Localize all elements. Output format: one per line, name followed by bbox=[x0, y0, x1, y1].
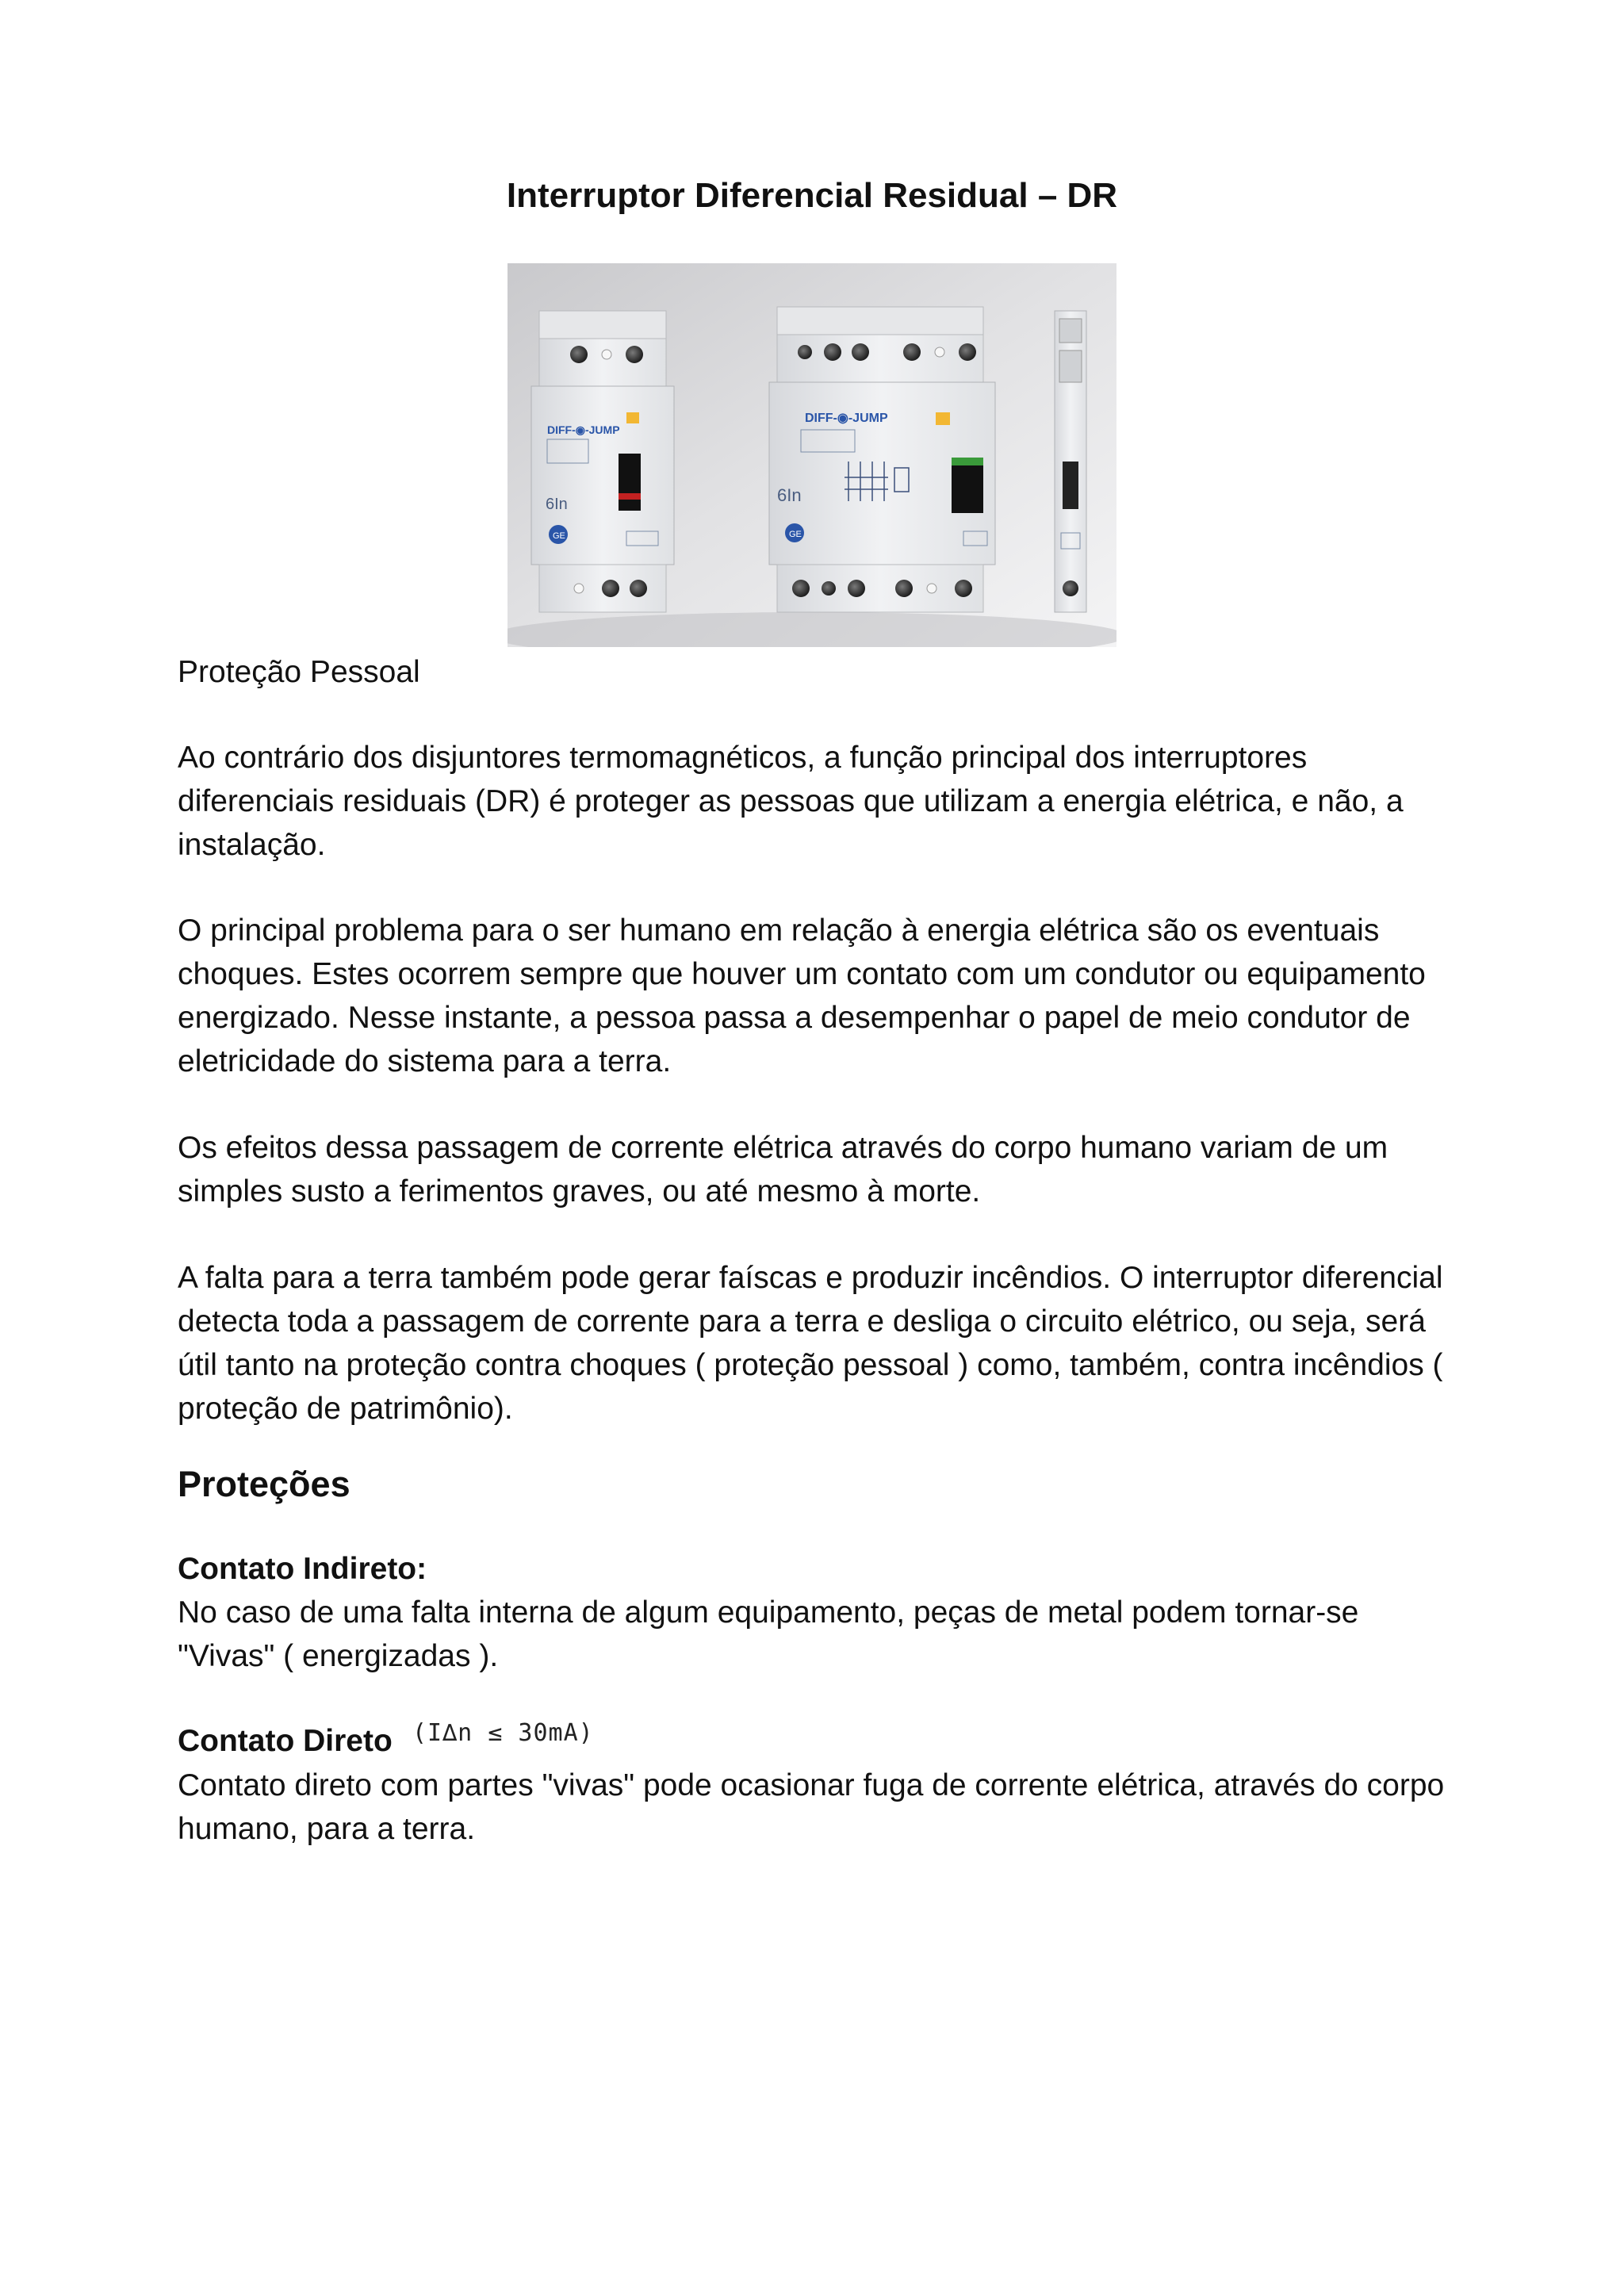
text-contato-indireto: No caso de uma falta interna de algum equipamento, peças de metal podem tornar-se "Vivas" ( energizadas ). bbox=[178, 1595, 1359, 1673]
dr-breaker-photo bbox=[508, 263, 1116, 647]
paragraph-2: O principal problema para o ser humano em relação à energia elétrica são os eventuais choques. Estes ocorrem sempre que houver um contato com um condutor ou equipamento energizado. Nesse instante, a pessoa passa a desempenhar o papel de meio condutor de eletricidade do sistema para a terra. bbox=[178, 914, 1426, 1078]
text-contato-direto: Contato direto com partes "vivas" pode ocasionar fuga de corrente elétrica, através do corpo humano, para a terra. bbox=[178, 1768, 1445, 1846]
svg-text:6In: 6In bbox=[777, 485, 802, 505]
paragraph-1: Ao contrário dos disjuntores termomagnéticos, a função principal dos interruptores diferenciais residuais (DR) é proteger as pessoas que utilizam a energia elétrica, e não, a instalação. bbox=[178, 741, 1404, 862]
heading-contato-direto: Contato Direto bbox=[178, 1724, 393, 1758]
paragraph-3: Os efeitos dessa passagem de corrente elétrica através do corpo humano variam de um simples susto a ferimentos graves, ou até mesmo à morte. bbox=[178, 1131, 1388, 1208]
heading-contato-indireto: Contato Indireto: bbox=[178, 1552, 427, 1586]
svg-text:DIFF-◉-JUMP: DIFF-◉-JUMP bbox=[805, 412, 888, 425]
svg-text:DIFF-◉-JUMP: DIFF-◉-JUMP bbox=[547, 423, 620, 436]
paragraph-4: A falta para a terra também pode gerar faíscas e produzir incêndios. O interruptor diferencial detecta toda a passagem de corrente para a terra e desliga o circuito elétrico, ou seja, será útil tanto na proteção contra choques ( proteção pessoal ) como, também, contra incêndios ( proteção de patrimônio). bbox=[178, 1261, 1443, 1426]
subtitle-protecao-pessoal: Proteção Pessoal bbox=[178, 655, 420, 689]
section-heading-protecoes: Proteções bbox=[178, 1464, 350, 1504]
svg-text:GE: GE bbox=[789, 530, 802, 539]
document-title: Interruptor Diferencial Residual – DR bbox=[506, 176, 1118, 215]
svg-text:6In: 6In bbox=[546, 496, 568, 513]
svg-text:GE: GE bbox=[553, 531, 565, 541]
formula-residual-current: (I∆n ≤ 30mA) bbox=[412, 1719, 594, 1747]
